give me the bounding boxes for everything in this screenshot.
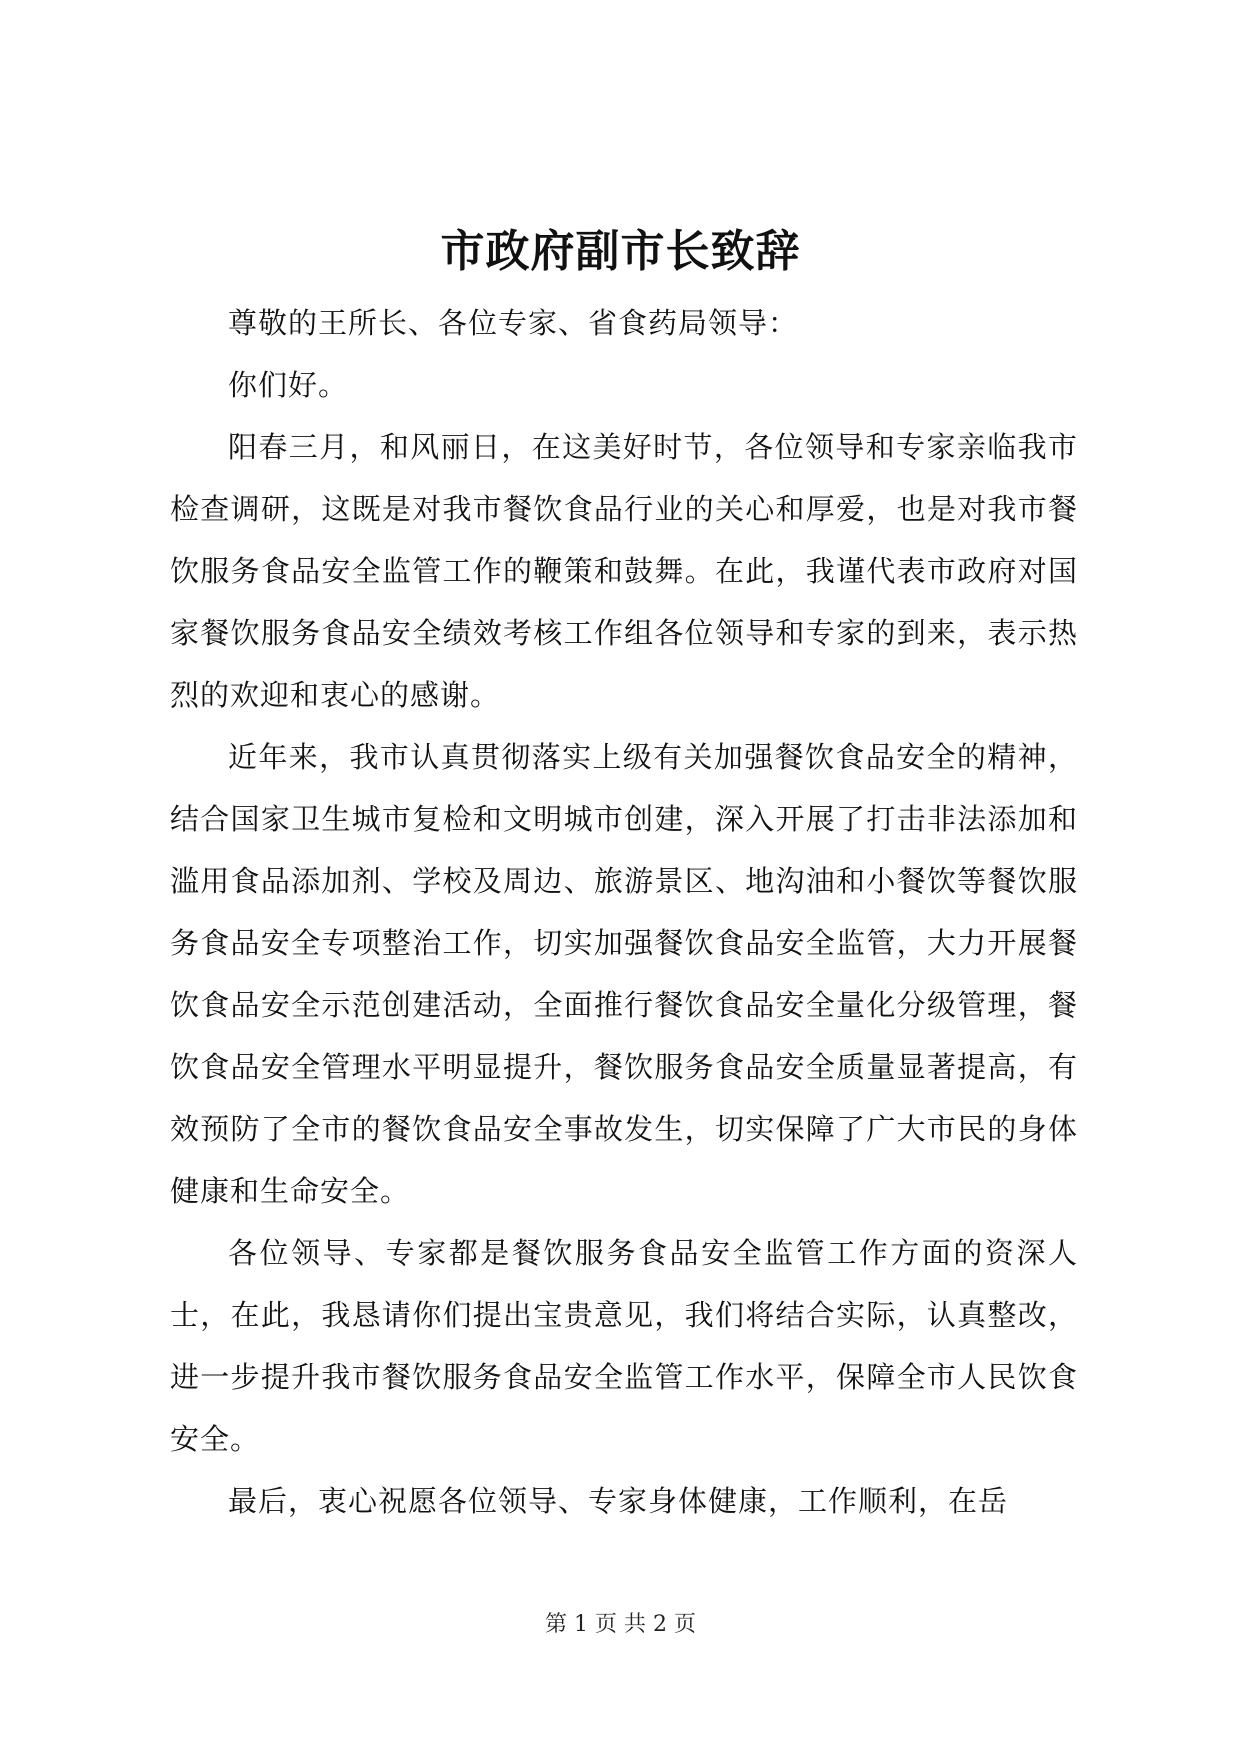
page-number-footer: 第 1 页 共 2 页 [545,1612,696,1637]
greeting-paragraph: 你们好。 [228,368,349,402]
welcome-paragraph: 阳春三月，和风丽日，在这美好时节，各位领导和专家亲临我市检查调研，这既是对我市餐饮食品行业的关心和厚爱，也是对我市餐饮服务食品安全监管工作的鞭策和鼓舞。在此，我谨代表市政府对国家餐饮服务食品安全绩效考核工作组各位领导和专家的到来，表示热烈的欢迎和衷心的感谢。 [170,430,1078,712]
document-body [170,292,1078,1532]
document-title: 市政府副市长致辞 [440,226,801,277]
closing-paragraph: 最后，衷心祝愿各位领导、专家身体健康，工作顺利，在岳 [228,1484,1009,1518]
request-paragraph: 各位领导、专家都是餐饮服务食品安全监管工作方面的资深人士，在此，我恳请你们提出宝贵意见，我们将结合实际，认真整改，进一步提升我市餐饮服务食品安全监管工作水平，保障全市人民饮食安全。 [170,1236,1078,1456]
salutation-paragraph: 尊敬的王所长、各位专家、省食药局领导： [228,306,799,340]
achievements-paragraph: 近年来，我市认真贯彻落实上级有关加强餐饮食品安全的精神，结合国家卫生城市复检和文明城市创建，深入开展了打击非法添加和滥用食品添加剂、学校及周边、旅游景区、地沟油和小餐饮等餐饮服务食品安全专项整治工作，切实加强餐饮食品安全监管，大力开展餐饮食品安全示范创建活动，全面推行餐饮食品安全量化分级管理，餐饮食品安全管理水平明显提升，餐饮服务食品安全质量显著提高，有效预防了全市的餐饮食品安全事故发生，切实保障了广大市民的身体健康和生命安全。 [170,740,1078,1208]
